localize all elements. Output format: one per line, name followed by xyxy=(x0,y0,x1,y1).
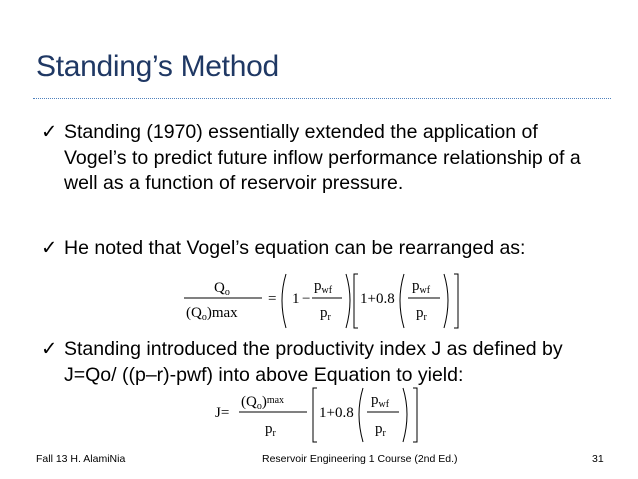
title-divider xyxy=(33,98,611,99)
eq2-pr2: $p_r$ xyxy=(375,421,386,439)
eq1-minus: − xyxy=(302,291,311,307)
eq1-pr: $p_r$ xyxy=(320,305,331,323)
page-number: 31 xyxy=(592,453,604,465)
eq1-one: 1 xyxy=(292,291,300,307)
bullet-1 xyxy=(41,120,584,197)
eq1-pwf2: $p_{wf}$ xyxy=(412,278,431,296)
eq1-pr2: $p_r$ xyxy=(416,305,427,323)
eq1-num: $Q_o$ xyxy=(214,280,230,298)
standing-equation xyxy=(213,384,427,446)
footer-course: Reservoir Engineering 1 Course (2nd Ed.) xyxy=(262,453,458,465)
vogel-equation xyxy=(176,270,466,332)
eq2-pwf: $p_{wf}$ xyxy=(371,392,390,410)
eq1-equals: = xyxy=(268,291,277,307)
bullet-2-text: He noted that Vogel’s equation can be rearranged as: xyxy=(64,237,526,259)
slide-title: Standing’s Method xyxy=(36,50,279,83)
bullet-3-text: Standing introduced the productivity index J as defined by J=Qo/ ((p–r)-pwf) into above Equation to yield: xyxy=(64,338,563,386)
check-mark-icon: ✓ xyxy=(41,338,58,360)
eq1-pwf: $p_{wf}$ xyxy=(314,278,333,296)
eq1-den: $(Q_o)\max$ xyxy=(186,305,238,323)
check-mark-icon: ✓ xyxy=(41,121,58,143)
bullet-1-text: Standing (1970) essentially extended the application of Vogel’s to predict future inflow performance relationship of a well as a function of reservoir pressure. xyxy=(64,121,581,194)
bullet-2 xyxy=(41,236,584,262)
eq2-num: $(Q_o)^{max}$ xyxy=(241,394,285,412)
eq2-pr: $p_r$ xyxy=(265,421,276,439)
footer-author: Fall 13 H. AlamiNia xyxy=(36,453,126,465)
eq2-J: J= xyxy=(215,405,230,421)
eq1-plus: 1+0.8 xyxy=(360,291,395,307)
eq2-plus: 1+0.8 xyxy=(319,405,354,421)
check-mark-icon: ✓ xyxy=(41,237,58,259)
bullet-3 xyxy=(41,337,584,388)
